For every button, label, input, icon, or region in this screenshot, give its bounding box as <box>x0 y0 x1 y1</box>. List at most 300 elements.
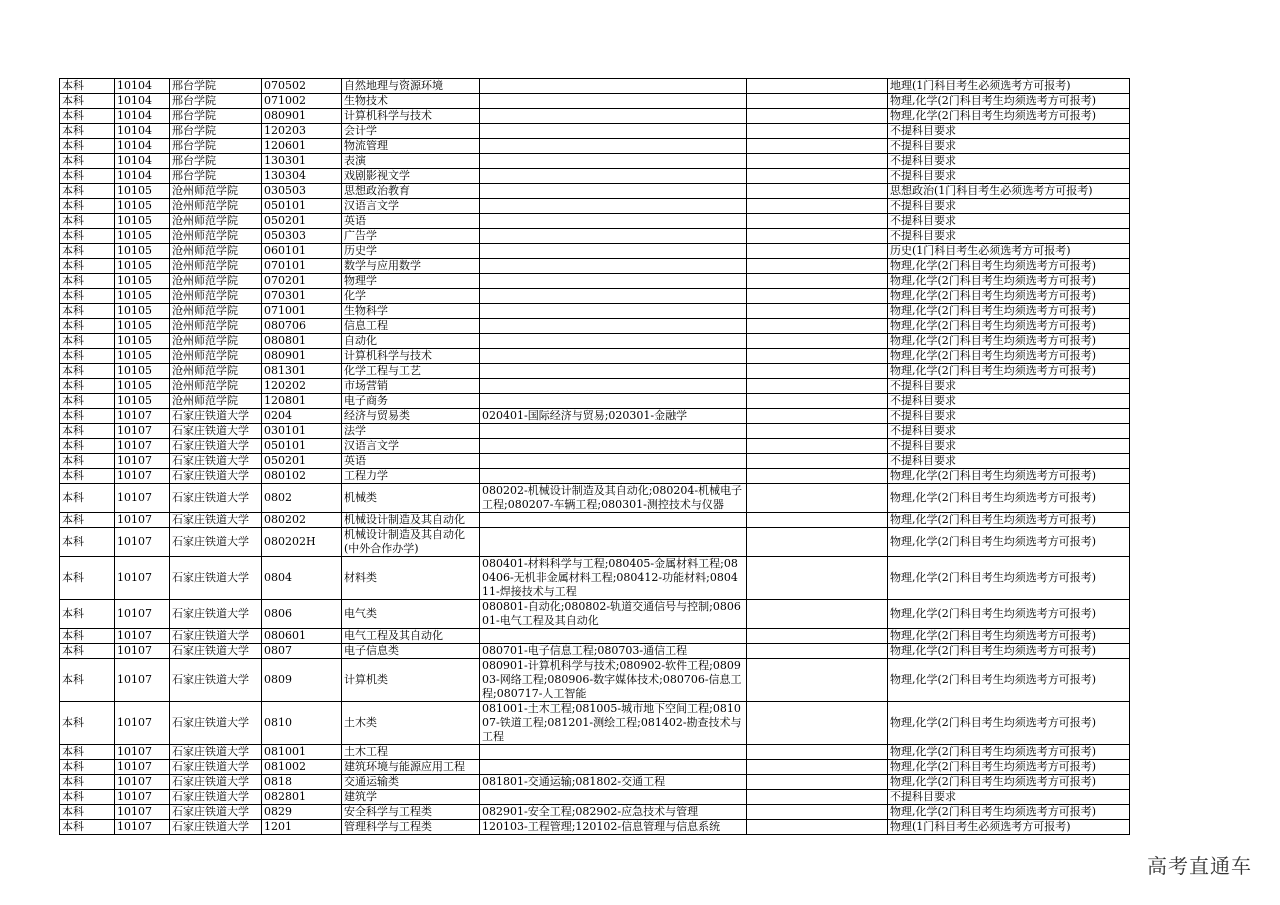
table-row <box>60 109 1130 124</box>
table-row <box>60 394 1130 409</box>
empty-cell <box>747 154 888 169</box>
empty-cell <box>747 469 888 484</box>
subject-requirement-cell: 物理,化学(2门科目考生均须选考方可报考) <box>888 259 1130 274</box>
subject-requirement-cell: 物理(1门科目考生必须选考方可报考) <box>888 820 1130 835</box>
empty-cell <box>747 244 888 259</box>
school-code-cell: 10105 <box>115 184 170 199</box>
school-code-cell: 10104 <box>115 79 170 94</box>
level-cell: 本科 <box>60 94 115 109</box>
major-name-cell: 英语 <box>342 214 480 229</box>
major-name-cell: 机械设计制造及其自动化 <box>342 513 480 528</box>
table-row <box>60 439 1130 454</box>
school-name-cell: 沧州师范学院 <box>170 394 262 409</box>
school-name-cell: 沧州师范学院 <box>170 214 262 229</box>
school-name-cell: 石家庄铁道大学 <box>170 454 262 469</box>
school-code-cell: 10107 <box>115 528 170 557</box>
subject-requirement-cell: 不提科目要求 <box>888 124 1130 139</box>
school-code-cell: 10105 <box>115 349 170 364</box>
school-name-cell: 石家庄铁道大学 <box>170 469 262 484</box>
level-cell: 本科 <box>60 629 115 644</box>
empty-cell <box>747 454 888 469</box>
major-code-cell: 0807 <box>262 644 342 659</box>
major-code-cell: 080706 <box>262 319 342 334</box>
included-majors-cell: 081001-土木工程;081005-城市地下空间工程;081007-铁道工程;081201-测绘工程;081402-勘查技术与工程 <box>480 702 747 745</box>
school-code-cell: 10105 <box>115 289 170 304</box>
major-code-cell: 120601 <box>262 139 342 154</box>
school-name-cell: 石家庄铁道大学 <box>170 820 262 835</box>
level-cell: 本科 <box>60 214 115 229</box>
subject-requirement-cell: 不提科目要求 <box>888 379 1130 394</box>
school-code-cell: 10107 <box>115 644 170 659</box>
subject-requirement-cell: 物理,化学(2门科目考生均须选考方可报考) <box>888 775 1130 790</box>
level-cell: 本科 <box>60 659 115 702</box>
major-code-cell: 081001 <box>262 745 342 760</box>
subject-requirement-cell: 物理,化学(2门科目考生均须选考方可报考) <box>888 745 1130 760</box>
major-code-cell: 0204 <box>262 409 342 424</box>
school-name-cell: 沧州师范学院 <box>170 229 262 244</box>
major-code-cell: 130301 <box>262 154 342 169</box>
table-row <box>60 820 1130 835</box>
included-majors-cell: 080901-计算机科学与技术;080902-软件工程;080903-网络工程;080906-数字媒体技术;080706-信息工程;080717-人工智能 <box>480 659 747 702</box>
table-row <box>60 169 1130 184</box>
major-code-cell: 050201 <box>262 214 342 229</box>
level-cell: 本科 <box>60 169 115 184</box>
table-row <box>60 600 1130 629</box>
school-name-cell: 石家庄铁道大学 <box>170 629 262 644</box>
major-name-cell: 计算机科学与技术 <box>342 349 480 364</box>
major-code-cell: 080202H <box>262 528 342 557</box>
school-code-cell: 10104 <box>115 169 170 184</box>
school-code-cell: 10104 <box>115 109 170 124</box>
major-name-cell: 电气类 <box>342 600 480 629</box>
school-code-cell: 10107 <box>115 775 170 790</box>
school-code-cell: 10105 <box>115 229 170 244</box>
table-row <box>60 349 1130 364</box>
school-name-cell: 邢台学院 <box>170 169 262 184</box>
included-majors-cell <box>480 629 747 644</box>
empty-cell <box>747 169 888 184</box>
level-cell: 本科 <box>60 319 115 334</box>
subject-requirement-cell: 不提科目要求 <box>888 409 1130 424</box>
table-row <box>60 79 1130 94</box>
subject-requirement-cell: 物理,化学(2门科目考生均须选考方可报考) <box>888 319 1130 334</box>
level-cell: 本科 <box>60 775 115 790</box>
major-code-cell: 080202 <box>262 513 342 528</box>
level-cell: 本科 <box>60 259 115 274</box>
empty-cell <box>747 379 888 394</box>
subject-requirement-cell: 物理,化学(2门科目考生均须选考方可报考) <box>888 644 1130 659</box>
school-name-cell: 石家庄铁道大学 <box>170 600 262 629</box>
subject-requirement-cell: 物理,化学(2门科目考生均须选考方可报考) <box>888 349 1130 364</box>
included-majors-cell <box>480 169 747 184</box>
empty-cell <box>747 820 888 835</box>
school-code-cell: 10105 <box>115 334 170 349</box>
subject-requirement-cell: 不提科目要求 <box>888 214 1130 229</box>
level-cell: 本科 <box>60 79 115 94</box>
school-name-cell: 石家庄铁道大学 <box>170 760 262 775</box>
school-code-cell: 10105 <box>115 259 170 274</box>
empty-cell <box>747 259 888 274</box>
level-cell: 本科 <box>60 424 115 439</box>
level-cell: 本科 <box>60 513 115 528</box>
major-name-cell: 管理科学与工程类 <box>342 820 480 835</box>
major-code-cell: 050303 <box>262 229 342 244</box>
major-name-cell: 机械设计制造及其自动化(中外合作办学) <box>342 528 480 557</box>
level-cell: 本科 <box>60 528 115 557</box>
included-majors-cell <box>480 319 747 334</box>
level-cell: 本科 <box>60 124 115 139</box>
major-name-cell: 土木类 <box>342 702 480 745</box>
table-row <box>60 629 1130 644</box>
school-name-cell: 邢台学院 <box>170 139 262 154</box>
level-cell: 本科 <box>60 364 115 379</box>
empty-cell <box>747 600 888 629</box>
table-row <box>60 334 1130 349</box>
major-code-cell: 071002 <box>262 94 342 109</box>
empty-cell <box>747 760 888 775</box>
empty-cell <box>747 289 888 304</box>
subject-requirement-cell: 不提科目要求 <box>888 790 1130 805</box>
major-name-cell: 戏剧影视文学 <box>342 169 480 184</box>
empty-cell <box>747 528 888 557</box>
major-code-cell: 070201 <box>262 274 342 289</box>
included-majors-cell <box>480 154 747 169</box>
empty-cell <box>747 274 888 289</box>
level-cell: 本科 <box>60 557 115 600</box>
school-name-cell: 石家庄铁道大学 <box>170 557 262 600</box>
school-code-cell: 10107 <box>115 805 170 820</box>
subject-requirement-cell: 不提科目要求 <box>888 199 1130 214</box>
empty-cell <box>747 124 888 139</box>
major-name-cell: 安全科学与工程类 <box>342 805 480 820</box>
subject-requirement-cell: 不提科目要求 <box>888 139 1130 154</box>
level-cell: 本科 <box>60 244 115 259</box>
level-cell: 本科 <box>60 154 115 169</box>
major-name-cell: 材料类 <box>342 557 480 600</box>
major-name-cell: 汉语言文学 <box>342 199 480 214</box>
subject-requirement-cell: 地理(1门科目考生必须选考方可报考) <box>888 79 1130 94</box>
empty-cell <box>747 745 888 760</box>
major-name-cell: 汉语言文学 <box>342 439 480 454</box>
school-name-cell: 沧州师范学院 <box>170 319 262 334</box>
subject-requirement-cell: 不提科目要求 <box>888 454 1130 469</box>
subject-requirement-cell: 物理,化学(2门科目考生均须选考方可报考) <box>888 469 1130 484</box>
subject-requirement-cell: 物理,化学(2门科目考生均须选考方可报考) <box>888 557 1130 600</box>
school-code-cell: 10105 <box>115 379 170 394</box>
major-code-cell: 080801 <box>262 334 342 349</box>
table-row <box>60 289 1130 304</box>
subject-requirement-cell: 物理,化学(2门科目考生均须选考方可报考) <box>888 109 1130 124</box>
included-majors-cell <box>480 760 747 775</box>
subject-requirement-cell: 不提科目要求 <box>888 169 1130 184</box>
included-majors-cell: 082901-安全工程;082902-应急技术与管理 <box>480 805 747 820</box>
school-code-cell: 10107 <box>115 557 170 600</box>
subject-requirement-cell: 物理,化学(2门科目考生均须选考方可报考) <box>888 364 1130 379</box>
major-name-cell: 物流管理 <box>342 139 480 154</box>
table-row <box>60 644 1130 659</box>
school-code-cell: 10107 <box>115 820 170 835</box>
table-row <box>60 259 1130 274</box>
major-name-cell: 建筑环境与能源应用工程 <box>342 760 480 775</box>
included-majors-cell <box>480 139 747 154</box>
school-name-cell: 沧州师范学院 <box>170 349 262 364</box>
school-name-cell: 沧州师范学院 <box>170 274 262 289</box>
school-code-cell: 10105 <box>115 244 170 259</box>
included-majors-cell: 081801-交通运输;081802-交通工程 <box>480 775 747 790</box>
major-name-cell: 电子信息类 <box>342 644 480 659</box>
major-name-cell: 交通运输类 <box>342 775 480 790</box>
subject-requirement-cell: 不提科目要求 <box>888 394 1130 409</box>
level-cell: 本科 <box>60 644 115 659</box>
major-name-cell: 自然地理与资源环境 <box>342 79 480 94</box>
included-majors-cell <box>480 229 747 244</box>
major-name-cell: 建筑学 <box>342 790 480 805</box>
school-name-cell: 石家庄铁道大学 <box>170 702 262 745</box>
empty-cell <box>747 513 888 528</box>
major-code-cell: 070301 <box>262 289 342 304</box>
major-code-cell: 120801 <box>262 394 342 409</box>
table-row <box>60 379 1130 394</box>
major-name-cell: 英语 <box>342 454 480 469</box>
included-majors-cell: 120103-工程管理;120102-信息管理与信息系统 <box>480 820 747 835</box>
included-majors-cell <box>480 364 747 379</box>
major-name-cell: 历史学 <box>342 244 480 259</box>
included-majors-cell <box>480 94 747 109</box>
school-code-cell: 10107 <box>115 600 170 629</box>
major-name-cell: 法学 <box>342 424 480 439</box>
included-majors-cell <box>480 790 747 805</box>
table-row <box>60 94 1130 109</box>
level-cell: 本科 <box>60 199 115 214</box>
table-row <box>60 244 1130 259</box>
school-name-cell: 石家庄铁道大学 <box>170 644 262 659</box>
school-name-cell: 石家庄铁道大学 <box>170 409 262 424</box>
major-code-cell: 070502 <box>262 79 342 94</box>
table-row <box>60 513 1130 528</box>
empty-cell <box>747 644 888 659</box>
level-cell: 本科 <box>60 184 115 199</box>
major-code-cell: 0804 <box>262 557 342 600</box>
empty-cell <box>747 775 888 790</box>
major-code-cell: 120202 <box>262 379 342 394</box>
table-row <box>60 702 1130 745</box>
school-name-cell: 沧州师范学院 <box>170 364 262 379</box>
school-code-cell: 10105 <box>115 199 170 214</box>
subject-requirement-cell: 物理,化学(2门科目考生均须选考方可报考) <box>888 600 1130 629</box>
included-majors-cell <box>480 304 747 319</box>
school-code-cell: 10107 <box>115 439 170 454</box>
table-row <box>60 139 1130 154</box>
included-majors-cell <box>480 259 747 274</box>
table-row <box>60 364 1130 379</box>
empty-cell <box>747 79 888 94</box>
school-name-cell: 邢台学院 <box>170 109 262 124</box>
major-name-cell: 化学工程与工艺 <box>342 364 480 379</box>
level-cell: 本科 <box>60 484 115 513</box>
empty-cell <box>747 214 888 229</box>
subject-requirement-cell: 不提科目要求 <box>888 154 1130 169</box>
table-row <box>60 469 1130 484</box>
empty-cell <box>747 109 888 124</box>
level-cell: 本科 <box>60 469 115 484</box>
table-row <box>60 229 1130 244</box>
included-majors-cell <box>480 394 747 409</box>
major-code-cell: 130304 <box>262 169 342 184</box>
major-name-cell: 表演 <box>342 154 480 169</box>
major-code-cell: 1201 <box>262 820 342 835</box>
level-cell: 本科 <box>60 334 115 349</box>
school-code-cell: 10107 <box>115 702 170 745</box>
table-row <box>60 454 1130 469</box>
included-majors-cell <box>480 349 747 364</box>
major-code-cell: 050101 <box>262 439 342 454</box>
level-cell: 本科 <box>60 790 115 805</box>
subject-requirement-cell: 思想政治(1门科目考生必须选考方可报考) <box>888 184 1130 199</box>
table-row <box>60 319 1130 334</box>
included-majors-cell <box>480 439 747 454</box>
included-majors-cell <box>480 274 747 289</box>
major-code-cell: 0829 <box>262 805 342 820</box>
school-code-cell: 10107 <box>115 469 170 484</box>
subject-requirement-cell: 物理,化学(2门科目考生均须选考方可报考) <box>888 289 1130 304</box>
major-name-cell: 市场营销 <box>342 379 480 394</box>
included-majors-cell: 020401-国际经济与贸易;020301-金融学 <box>480 409 747 424</box>
school-code-cell: 10107 <box>115 454 170 469</box>
school-code-cell: 10107 <box>115 790 170 805</box>
school-name-cell: 邢台学院 <box>170 79 262 94</box>
table-row <box>60 760 1130 775</box>
subject-requirement-cell: 不提科目要求 <box>888 424 1130 439</box>
level-cell: 本科 <box>60 805 115 820</box>
included-majors-cell <box>480 214 747 229</box>
major-code-cell: 0802 <box>262 484 342 513</box>
major-name-cell: 会计学 <box>342 124 480 139</box>
school-code-cell: 10105 <box>115 274 170 289</box>
subject-requirement-cell: 物理,化学(2门科目考生均须选考方可报考) <box>888 702 1130 745</box>
level-cell: 本科 <box>60 304 115 319</box>
level-cell: 本科 <box>60 109 115 124</box>
level-cell: 本科 <box>60 600 115 629</box>
included-majors-cell <box>480 79 747 94</box>
level-cell: 本科 <box>60 379 115 394</box>
included-majors-cell <box>480 184 747 199</box>
school-name-cell: 沧州师范学院 <box>170 289 262 304</box>
major-name-cell: 土木工程 <box>342 745 480 760</box>
school-name-cell: 邢台学院 <box>170 94 262 109</box>
table-row <box>60 790 1130 805</box>
major-name-cell: 广告学 <box>342 229 480 244</box>
school-name-cell: 沧州师范学院 <box>170 199 262 214</box>
school-name-cell: 沧州师范学院 <box>170 244 262 259</box>
school-name-cell: 石家庄铁道大学 <box>170 484 262 513</box>
empty-cell <box>747 94 888 109</box>
empty-cell <box>747 139 888 154</box>
empty-cell <box>747 229 888 244</box>
major-code-cell: 060101 <box>262 244 342 259</box>
major-code-cell: 0806 <box>262 600 342 629</box>
subject-requirement-cell: 物理,化学(2门科目考生均须选考方可报考) <box>888 334 1130 349</box>
school-code-cell: 10107 <box>115 760 170 775</box>
major-name-cell: 生物科学 <box>342 304 480 319</box>
major-code-cell: 080901 <box>262 109 342 124</box>
empty-cell <box>747 334 888 349</box>
school-name-cell: 石家庄铁道大学 <box>170 528 262 557</box>
subject-requirement-cell: 不提科目要求 <box>888 229 1130 244</box>
subject-requirement-cell: 历史(1门科目考生必须选考方可报考) <box>888 244 1130 259</box>
major-name-cell: 信息工程 <box>342 319 480 334</box>
table-row <box>60 154 1130 169</box>
major-name-cell: 电气工程及其自动化 <box>342 629 480 644</box>
level-cell: 本科 <box>60 760 115 775</box>
empty-cell <box>747 409 888 424</box>
subject-requirement-cell: 物理,化学(2门科目考生均须选考方可报考) <box>888 629 1130 644</box>
admission-table <box>59 78 1130 835</box>
subject-requirement-cell: 不提科目要求 <box>888 439 1130 454</box>
watermark-text: 高考直通车 <box>1147 854 1252 878</box>
major-code-cell: 082801 <box>262 790 342 805</box>
major-code-cell: 080901 <box>262 349 342 364</box>
major-name-cell: 电子商务 <box>342 394 480 409</box>
subject-requirement-cell: 物理,化学(2门科目考生均须选考方可报考) <box>888 513 1130 528</box>
subject-requirement-cell: 物理,化学(2门科目考生均须选考方可报考) <box>888 484 1130 513</box>
school-code-cell: 10105 <box>115 214 170 229</box>
empty-cell <box>747 439 888 454</box>
subject-requirement-cell: 物理,化学(2门科目考生均须选考方可报考) <box>888 760 1130 775</box>
included-majors-cell: 080701-电子信息工程;080703-通信工程 <box>480 644 747 659</box>
subject-requirement-cell: 物理,化学(2门科目考生均须选考方可报考) <box>888 94 1130 109</box>
included-majors-cell <box>480 424 747 439</box>
included-majors-cell <box>480 513 747 528</box>
school-code-cell: 10105 <box>115 319 170 334</box>
subject-requirement-cell: 物理,化学(2门科目考生均须选考方可报考) <box>888 528 1130 557</box>
school-code-cell: 10107 <box>115 484 170 513</box>
school-name-cell: 石家庄铁道大学 <box>170 745 262 760</box>
empty-cell <box>747 394 888 409</box>
major-name-cell: 物理学 <box>342 274 480 289</box>
school-code-cell: 10104 <box>115 124 170 139</box>
major-code-cell: 0809 <box>262 659 342 702</box>
level-cell: 本科 <box>60 229 115 244</box>
school-name-cell: 石家庄铁道大学 <box>170 775 262 790</box>
table-row <box>60 528 1130 557</box>
school-code-cell: 10105 <box>115 394 170 409</box>
table-row <box>60 424 1130 439</box>
included-majors-cell <box>480 454 747 469</box>
school-code-cell: 10104 <box>115 139 170 154</box>
school-code-cell: 10105 <box>115 364 170 379</box>
major-name-cell: 计算机科学与技术 <box>342 109 480 124</box>
major-code-cell: 0818 <box>262 775 342 790</box>
level-cell: 本科 <box>60 745 115 760</box>
school-code-cell: 10107 <box>115 424 170 439</box>
major-code-cell: 0810 <box>262 702 342 745</box>
major-code-cell: 081301 <box>262 364 342 379</box>
school-name-cell: 石家庄铁道大学 <box>170 659 262 702</box>
school-code-cell: 10107 <box>115 659 170 702</box>
included-majors-cell <box>480 109 747 124</box>
school-name-cell: 石家庄铁道大学 <box>170 439 262 454</box>
school-name-cell: 邢台学院 <box>170 154 262 169</box>
level-cell: 本科 <box>60 349 115 364</box>
school-name-cell: 沧州师范学院 <box>170 259 262 274</box>
major-code-cell: 050101 <box>262 199 342 214</box>
table-row <box>60 184 1130 199</box>
major-name-cell: 自动化 <box>342 334 480 349</box>
empty-cell <box>747 805 888 820</box>
school-code-cell: 10105 <box>115 304 170 319</box>
table-row <box>60 124 1130 139</box>
empty-cell <box>747 304 888 319</box>
